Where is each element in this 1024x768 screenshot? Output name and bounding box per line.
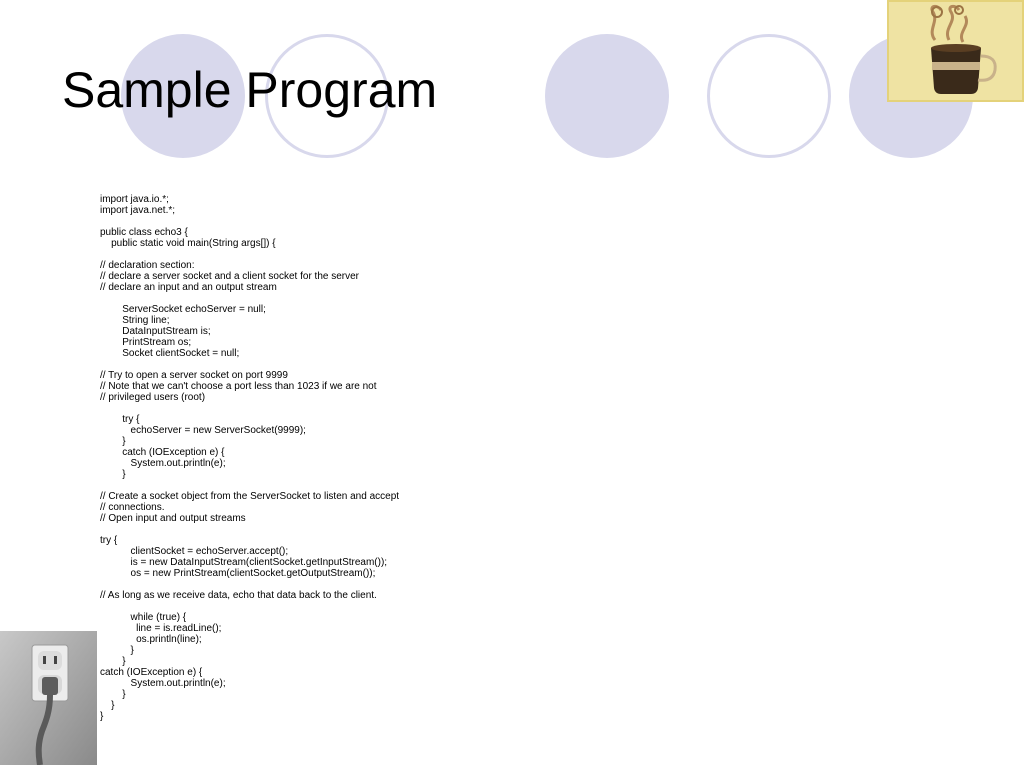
code-line: } (100, 469, 126, 480)
code-line: System.out.println(e); (100, 678, 226, 689)
code-line: clientSocket = echoServer.accept(); (100, 546, 289, 557)
code-line: try { (100, 535, 118, 546)
code-line: // Note that we can't choose a port less than 1023 if we are not (100, 381, 377, 392)
code-line: // Create a socket object from the ServerSocket to listen and accept (100, 491, 400, 502)
code-line: } (100, 656, 126, 667)
power-outlet-plug-photo (0, 631, 97, 765)
code-line: } (100, 436, 126, 447)
code-line: is = new DataInputStream(clientSocket.getInputStream()); (100, 557, 388, 568)
code-line: public static void main(String args[]) { (100, 238, 276, 249)
code-listing (100, 194, 399, 722)
code-line: // declare an input and an output stream (100, 282, 277, 293)
code-line: // declare a server socket and a client socket for the server (100, 271, 360, 282)
code-line: DataInputStream is; (100, 326, 211, 337)
decor-circle-filled-2 (545, 34, 669, 158)
code-line: } (100, 711, 104, 722)
code-line: // connections. (100, 502, 165, 513)
code-line: } (100, 700, 115, 711)
code-line: String line; (100, 315, 170, 326)
coffee-cup-steam-icon (887, 0, 1024, 102)
code-line: import java.io.*; (100, 194, 169, 205)
code-line: line = is.readLine(); (100, 623, 222, 634)
slide-title: Sample Program (62, 62, 438, 118)
code-line: // declaration section: (100, 260, 195, 271)
decor-circle-ring-2 (707, 34, 831, 158)
code-line: } (100, 645, 134, 656)
code-line: public class echo3 { (100, 227, 188, 238)
code-line: } (100, 689, 126, 700)
code-line: catch (IOException e) { (100, 447, 225, 458)
code-line: // privileged users (root) (100, 392, 206, 403)
code-line: PrintStream os; (100, 337, 192, 348)
code-line: import java.net.*; (100, 205, 176, 216)
code-line: os = new PrintStream(clientSocket.getOutputStream()); (100, 568, 376, 579)
code-line: // As long as we receive data, echo that data back to the client. (100, 590, 377, 601)
code-line: catch (IOException e) { (100, 667, 203, 678)
code-line: // Open input and output streams (100, 513, 246, 524)
code-line: try { (100, 414, 140, 425)
code-line: // Try to open a server socket on port 9999 (100, 370, 288, 381)
code-line: System.out.println(e); (100, 458, 226, 469)
code-line: Socket clientSocket = null; (100, 348, 240, 359)
code-line: os.println(line); (100, 634, 202, 645)
code-line: ServerSocket echoServer = null; (100, 304, 266, 315)
code-line: while (true) { (100, 612, 187, 623)
code-line: echoServer = new ServerSocket(9999); (100, 425, 306, 436)
